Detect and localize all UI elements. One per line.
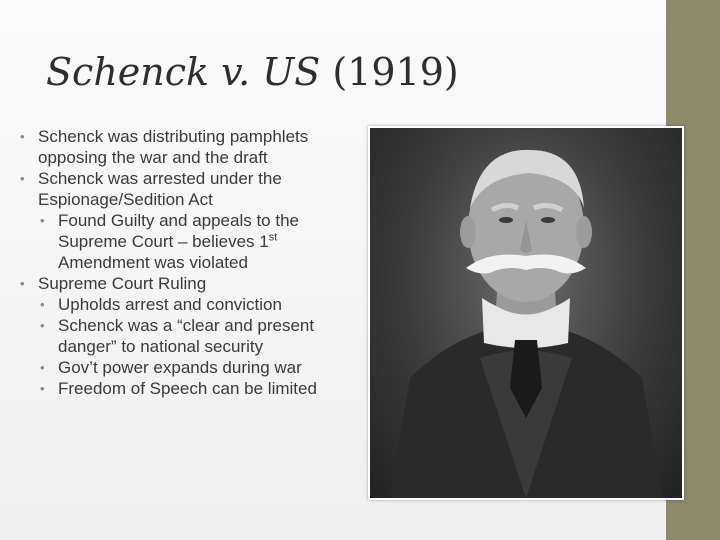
bullet-text: Supreme Court Ruling bbox=[38, 274, 207, 293]
sub-bullet-item bbox=[20, 315, 360, 357]
bullet-item bbox=[20, 168, 360, 210]
bullet-item bbox=[20, 273, 360, 294]
bullet-icon: • bbox=[20, 129, 25, 144]
title-year: (1919) bbox=[320, 50, 459, 94]
title-case-name: Schenck v. US bbox=[46, 50, 321, 94]
superscript: st bbox=[268, 231, 278, 244]
bullet-icon: • bbox=[40, 318, 45, 333]
bullet-text-part: Found Guilty and appeals to the Supreme Court – believes 1 bbox=[58, 211, 299, 251]
bullet-text bbox=[58, 211, 299, 272]
bullet-text-part: Amendment was violated bbox=[58, 253, 248, 272]
bullet-item bbox=[20, 126, 360, 168]
bullet-icon: • bbox=[40, 213, 45, 228]
sub-bullet-item bbox=[20, 210, 360, 273]
bullet-list bbox=[20, 126, 360, 399]
bullet-icon: • bbox=[40, 381, 45, 396]
bullet-icon: • bbox=[20, 171, 25, 186]
bullet-text: Upholds arrest and conviction bbox=[58, 295, 282, 314]
sub-bullet-item bbox=[20, 357, 360, 378]
sub-bullet-item bbox=[20, 294, 360, 315]
bullet-text: Schenck was a “clear and present danger” to national security bbox=[58, 316, 315, 356]
portrait-photo bbox=[368, 126, 684, 500]
bullet-text: Freedom of Speech can be limited bbox=[58, 379, 317, 398]
sub-bullet-item bbox=[20, 378, 360, 399]
bullet-text: Gov’t power expands during war bbox=[58, 358, 302, 377]
bullet-text: Schenck was distributing pamphlets opposing the war and the draft bbox=[38, 127, 309, 167]
bullet-icon: • bbox=[40, 297, 45, 312]
portrait-illustration bbox=[370, 128, 682, 498]
bullet-icon: • bbox=[40, 360, 45, 375]
bullet-text: Schenck was arrested under the Espionage/Sedition Act bbox=[38, 169, 282, 209]
bullet-icon: • bbox=[20, 276, 25, 291]
slide-title bbox=[46, 42, 646, 102]
